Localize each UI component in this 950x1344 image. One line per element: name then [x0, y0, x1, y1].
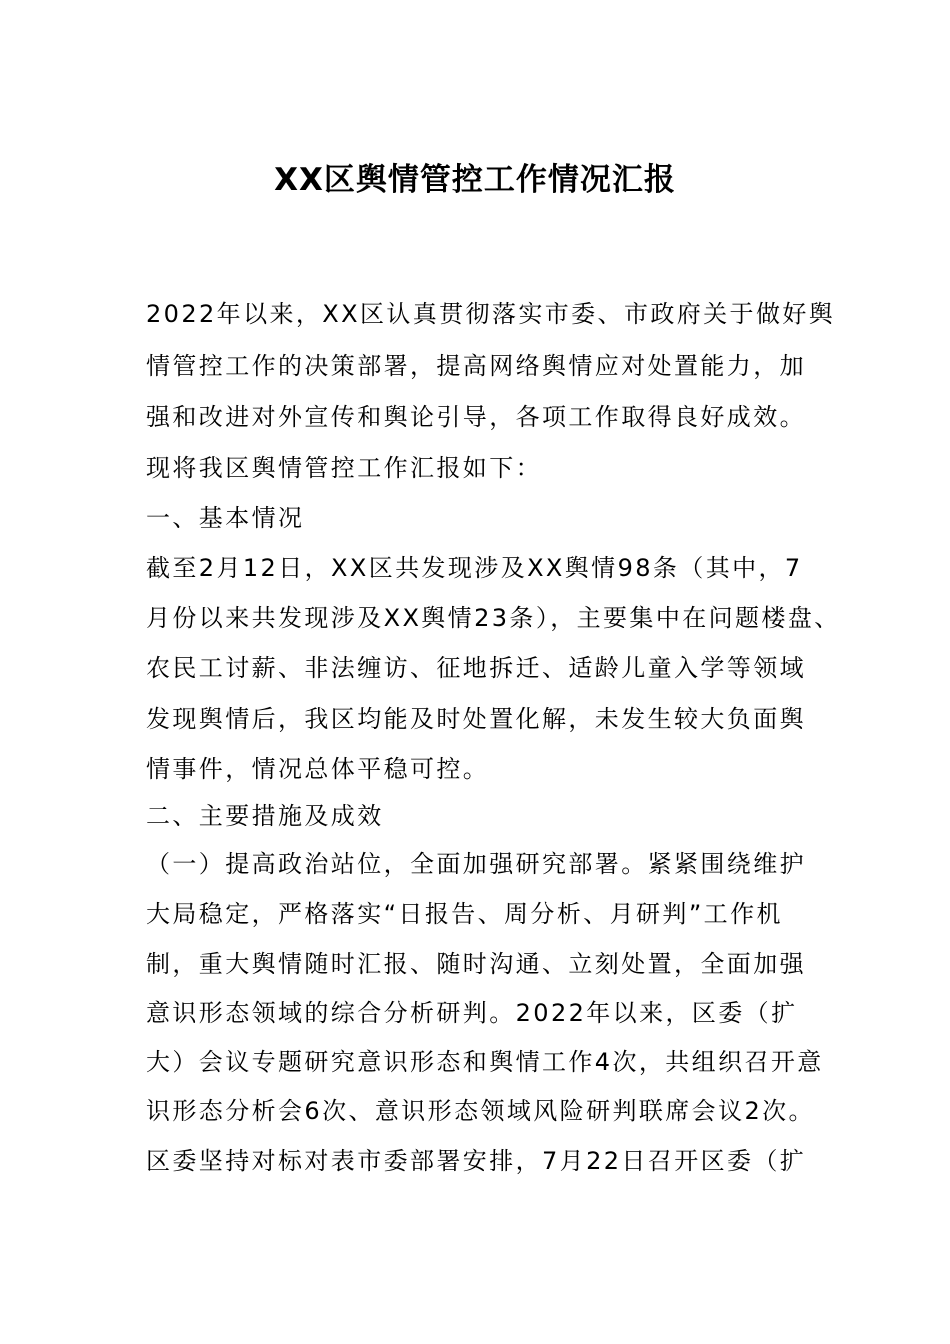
paragraph-line: 现将我区舆情管控工作汇报如下： [146, 454, 542, 482]
paragraph-line: 识形态分析会6次、意识形态领域风险研判联席会议2次。 [146, 1097, 815, 1125]
paragraph-line: 2022年以来，XX区认真贯彻落实市委、市政府关于做好舆 [146, 300, 836, 328]
paragraph-line: 情事件，情况总体平稳可控。 [146, 755, 490, 783]
section-heading: 二、主要措施及成效 [146, 802, 384, 830]
document-title: XX区舆情管控工作情况汇报 [274, 162, 676, 198]
paragraph-line: 发现舆情后，我区均能及时处置化解，未发生较大负面舆 [146, 705, 806, 733]
paragraph-line: 截至2月12日，XX区共发现涉及XX舆情98条（其中，7 [146, 554, 803, 582]
paragraph-line: 大）会议专题研究意识形态和舆情工作4次，共组织召开意 [146, 1048, 824, 1076]
paragraph-line: 情管控工作的决策部署，提高网络舆情应对处置能力，加 [146, 352, 806, 380]
paragraph-line: 大局稳定，严格落实“日报告、周分析、月研判”工作机 [146, 900, 783, 928]
section-heading: 一、基本情况 [146, 504, 305, 532]
paragraph-line: （一）提高政治站位，全面加强研究部署。紧紧围绕维护 [146, 850, 806, 878]
paragraph-line: 农民工讨薪、非法缠访、征地拆迁、适龄儿童入学等领域 [146, 654, 806, 682]
paragraph-line: 意识形态领域的综合分析研判。2022年以来，区委（扩 [146, 999, 798, 1027]
paragraph-line: 区委坚持对标对表市委部署安排，7月22日召开区委（扩 [146, 1147, 807, 1175]
paragraph-line: 月份以来共发现涉及XX舆情23条），主要集中在问题楼盘、 [146, 604, 841, 632]
paragraph-line: 制，重大舆情随时汇报、随时沟通、立刻处置，全面加强 [146, 950, 806, 978]
paragraph-line: 强和改进对外宣传和舆论引导，各项工作取得良好成效。 [146, 403, 806, 431]
